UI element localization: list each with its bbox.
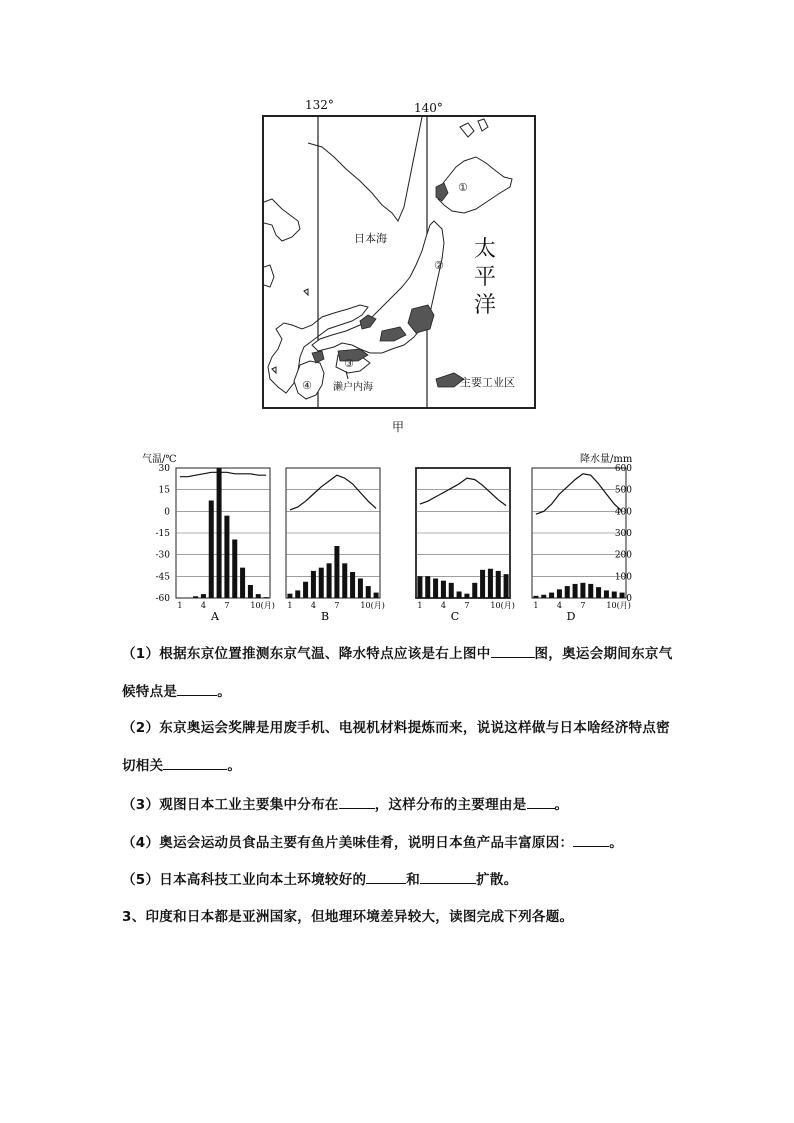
q5-text-a: （5）日本高科技工业向本土环境较好的 xyxy=(122,872,367,888)
month-tick-label: 1 xyxy=(533,601,539,610)
precip-bar xyxy=(217,468,222,598)
inland-sea-label: 濑户内海 xyxy=(333,382,373,393)
precip-bar xyxy=(620,593,625,598)
temp-axis-title: 气温/℃ xyxy=(142,454,177,465)
q3-blank-1[interactable] xyxy=(339,796,375,809)
sea-of-japan-label: 日本海 xyxy=(354,232,387,245)
month-tick-label: 1 xyxy=(287,601,293,610)
precip-bar xyxy=(433,579,438,599)
temperature-line xyxy=(290,475,376,510)
month-tick-label: 1 xyxy=(417,601,423,610)
panel-label-B: B xyxy=(320,610,330,623)
precip-bar xyxy=(232,540,237,599)
month-tick-label: 1 xyxy=(177,601,183,610)
precip-bar xyxy=(504,574,509,598)
temp-tick-label: 15 xyxy=(158,485,170,496)
precip-tick-label: 600 xyxy=(614,464,632,474)
month-tick-label: 4 xyxy=(200,601,206,610)
precip-bar xyxy=(201,594,206,598)
month-tick-label: 10(月) xyxy=(360,601,385,610)
climate-chart-B xyxy=(286,468,385,623)
temp-tick-label: 30 xyxy=(158,464,170,474)
q3-text-c: 。 xyxy=(554,797,569,813)
precip-bar xyxy=(573,584,578,598)
precip-bar xyxy=(319,568,324,598)
month-tick-label: 7 xyxy=(334,601,340,610)
precip-bar xyxy=(287,594,292,598)
precip-bar xyxy=(464,594,469,598)
precip-bar xyxy=(209,501,214,599)
question-section-3-intro: 3、印度和日本都是亚洲国家，但地理环境差异较大，读图完成下列各题。 xyxy=(122,909,574,925)
precip-bar xyxy=(311,571,316,598)
precip-bar xyxy=(449,583,454,598)
temp-tick-label: -60 xyxy=(155,594,170,604)
q3-blank-2[interactable] xyxy=(527,796,555,809)
precip-bar xyxy=(248,585,253,598)
longitude-label-140: 140° xyxy=(414,101,443,115)
q1-text-c: 候特点是 xyxy=(122,684,178,700)
question-4 xyxy=(122,831,623,851)
map-caption: 甲 xyxy=(392,420,405,434)
precip-bar xyxy=(457,592,462,599)
precip-bar xyxy=(350,572,355,598)
map-markers xyxy=(302,181,468,392)
temp-tick-label: -15 xyxy=(155,529,170,539)
pacific-ocean-label xyxy=(473,236,497,320)
chart-panels xyxy=(176,468,631,623)
q1-blank-2[interactable] xyxy=(177,683,217,696)
precip-bar xyxy=(612,592,617,599)
precip-bar xyxy=(303,582,308,598)
q5-blank-2[interactable] xyxy=(420,871,476,884)
precip-tick-label: 300 xyxy=(614,529,632,539)
q3-text-b: ，这样分布的主要理由是 xyxy=(374,797,527,813)
temp-tick-label: 0 xyxy=(164,507,170,518)
precip-tick-label: 200 xyxy=(614,550,632,561)
precip-ticks xyxy=(615,464,632,604)
temp-tick-label: -45 xyxy=(155,572,170,583)
question-5 xyxy=(122,868,518,888)
temperature-line xyxy=(420,478,506,506)
precip-tick-label: 500 xyxy=(614,485,632,496)
pacific-char-2: 平 xyxy=(473,265,496,290)
precip-tick-label: 100 xyxy=(614,572,632,583)
marker-2: ② xyxy=(434,259,444,272)
marker-3: ③ xyxy=(344,357,354,370)
precip-bar xyxy=(557,589,562,598)
q1-blank-1[interactable] xyxy=(491,645,535,658)
precip-bar xyxy=(342,563,347,598)
panel-label-D: D xyxy=(566,610,576,623)
temperature-line xyxy=(180,472,266,476)
precip-bar xyxy=(480,570,485,598)
marker-4: ④ xyxy=(302,379,312,392)
industrial-zones xyxy=(312,183,464,387)
month-tick-label: 10(月) xyxy=(250,601,275,610)
month-tick-label: 7 xyxy=(464,601,470,610)
precip-bar xyxy=(604,590,609,598)
longitude-label-132: 132° xyxy=(305,98,334,112)
question-1-line-2 xyxy=(122,680,231,700)
precip-bar xyxy=(256,594,261,598)
climate-chart-C xyxy=(416,468,515,623)
precip-axis-title: 降水量/mm xyxy=(580,454,633,465)
precip-bar xyxy=(327,563,332,598)
question-2-line-1 xyxy=(122,716,670,736)
month-tick-label: 4 xyxy=(556,601,562,610)
q2-text-a: （2）东京奥运会奖牌是用废手机、电视机材料提炼而来，说说这样做与日本啥经济特点密 xyxy=(122,720,670,736)
industrial-zone-kitakyushu xyxy=(312,351,324,363)
q1-text-b: 图，奥运会期间东京气 xyxy=(534,646,673,662)
precip-tick-label: 400 xyxy=(614,507,632,518)
precip-bar xyxy=(240,568,245,598)
panel-label-A: A xyxy=(211,610,219,623)
month-tick-label: 10(月) xyxy=(606,601,631,610)
hokkaido xyxy=(438,157,512,213)
temperature-line xyxy=(536,474,622,514)
q4-text-b: 。 xyxy=(609,835,624,851)
precip-bar xyxy=(358,579,363,599)
question-2-line-2 xyxy=(122,754,241,774)
sakhalin-coast xyxy=(308,117,422,221)
question-3 xyxy=(122,793,568,813)
month-tick-label: 10(月) xyxy=(490,601,515,610)
precip-bar xyxy=(580,583,585,598)
q5-blank-1[interactable] xyxy=(366,871,406,884)
precip-bar xyxy=(366,586,371,598)
climate-charts xyxy=(140,452,640,624)
temp-tick-label: -30 xyxy=(155,550,170,561)
precip-bar xyxy=(374,593,379,598)
q5-text-b: 和 xyxy=(406,872,421,888)
precip-bar xyxy=(441,581,446,598)
precip-bar xyxy=(588,584,593,598)
pacific-char-1: 太 xyxy=(473,237,496,262)
precip-bar xyxy=(549,593,554,598)
q2-text-b: 切相关 xyxy=(122,758,164,774)
legend-label: 主要工业区 xyxy=(460,376,515,389)
month-tick-label: 4 xyxy=(440,601,446,610)
climate-chart-A xyxy=(176,468,275,623)
precip-bar xyxy=(472,583,477,598)
precip-bar xyxy=(596,587,601,598)
q2-text-c: 。 xyxy=(227,758,242,774)
precip-tick-label: 0 xyxy=(626,594,632,604)
precip-bar xyxy=(533,596,538,598)
precip-bar xyxy=(334,546,339,598)
q4-blank[interactable] xyxy=(573,834,609,847)
precip-bar xyxy=(224,516,229,598)
q3-text-a: （3）观图日本工业主要集中分布在 xyxy=(122,797,339,813)
precip-bar xyxy=(488,569,493,598)
precip-bar xyxy=(417,576,422,598)
precip-bar xyxy=(193,596,198,598)
temp-ticks xyxy=(156,464,171,604)
month-tick-label: 7 xyxy=(580,601,586,610)
panel-label-C: C xyxy=(450,610,460,623)
month-tick-label: 4 xyxy=(310,601,316,610)
month-tick-label: 7 xyxy=(224,601,230,610)
q1-text-d: 。 xyxy=(217,684,232,700)
marker-1: ① xyxy=(458,181,468,194)
precip-bar xyxy=(496,571,501,598)
q2-blank[interactable] xyxy=(163,757,227,770)
precip-bar xyxy=(425,576,430,598)
precip-bar xyxy=(295,590,300,598)
question-1-line-1 xyxy=(122,642,673,662)
precip-bar xyxy=(541,595,546,598)
pacific-char-3: 洋 xyxy=(473,293,496,318)
precip-bar xyxy=(264,597,269,598)
q1-text-a: （1）根据东京位置推测东京气温、降水特点应该是右上图中 xyxy=(122,646,491,662)
precip-bar xyxy=(565,586,570,598)
q4-text-a: （4）奥运会运动员食品主要有鱼片美味佳肴，说明日本鱼产品丰富原因： xyxy=(122,835,574,851)
q5-text-c: 扩散。 xyxy=(476,872,518,888)
